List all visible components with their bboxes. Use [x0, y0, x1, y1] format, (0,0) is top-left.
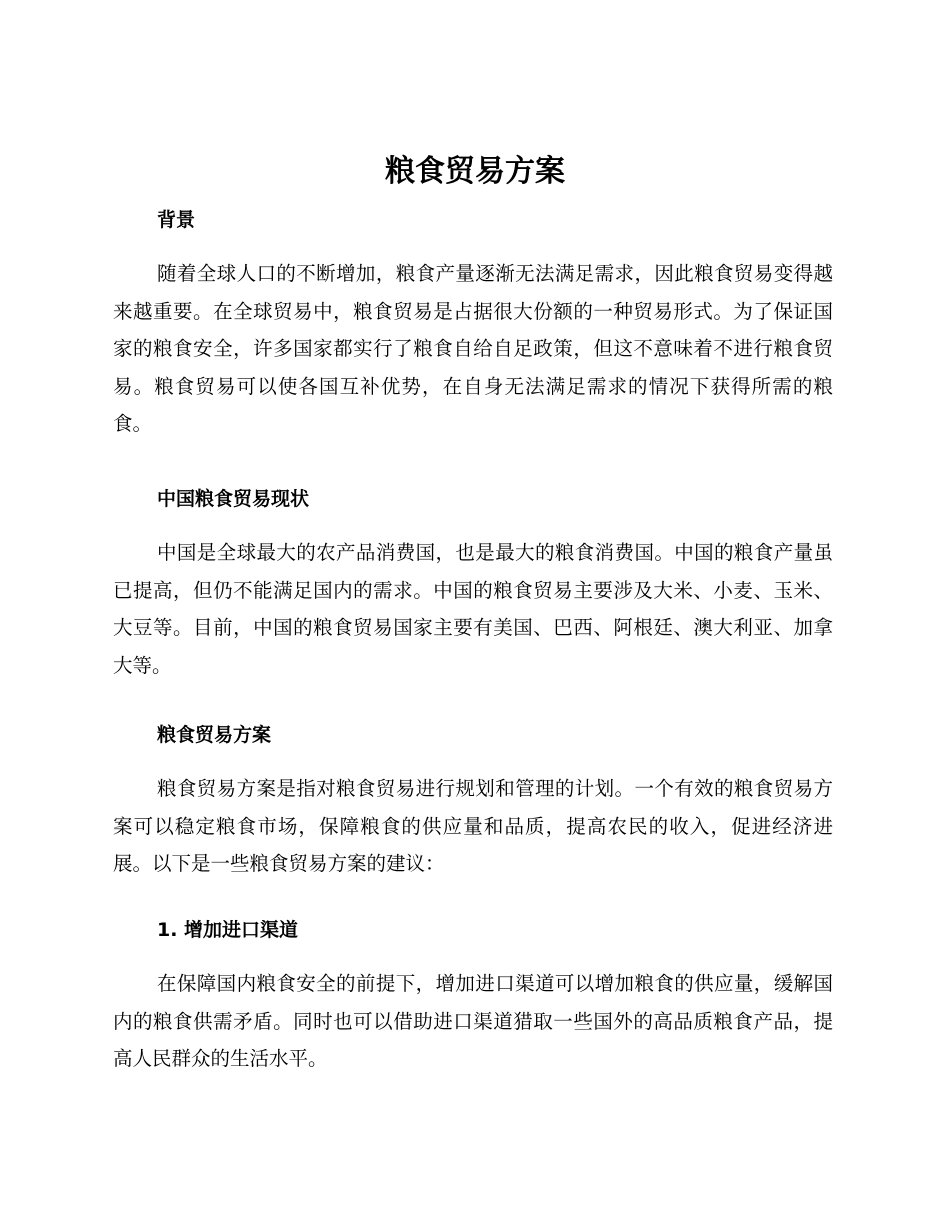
section-paragraph-china-status: 中国是全球最大的农产品消费国，也是最大的粮食消费国。中国的粮食产量虽已提高，但仍不能满足国内的需求。中国的粮食贸易主要涉及大米、小麦、玉米、大豆等。目前，中国的粮食贸易国家主要有美国、巴西、阿根廷、澳大利亚、加拿大等。: [113, 541, 833, 677]
section-paragraph-import-channels: 在保障国内粮食安全的前提下，增加进口渠道可以增加粮食的供应量，缓解国内的粮食供需矛盾。同时也可以借助进口渠道猎取一些国外的高品质粮食产品，提高人民群众的生活水平。: [113, 972, 833, 1070]
document-title: 粮食贸易方案: [385, 154, 565, 189]
section-heading-china-status: 中国粮食贸易现状: [157, 488, 310, 510]
section-paragraph-trade-plan: 粮食贸易方案是指对粮食贸易进行规划和管理的计划。一个有效的粮食贸易方案可以稳定粮食市场，保障粮食的供应量和品质，提高农民的收入，促进经济进展。以下是一些粮食贸易方案的建议：: [113, 777, 833, 875]
section-heading-trade-plan: 粮食贸易方案: [157, 724, 272, 746]
section-heading-background: 背景: [157, 209, 196, 231]
section-paragraph-background: 随着全球人口的不断增加，粮食产量逐渐无法满足需求，因此粮食贸易变得越来越重要。在全球贸易中，粮食贸易是占据很大份额的一种贸易形式。为了保证国家的粮食安全，许多国家都实行了粮食自给自足政策，但这不意味着不进行粮食贸易。粮食贸易可以使各国互补优势，在自身无法满足需求的情况下获得所需的粮食。: [113, 262, 833, 435]
section-heading-import-channels: 1. 增加进口渠道: [157, 919, 299, 941]
